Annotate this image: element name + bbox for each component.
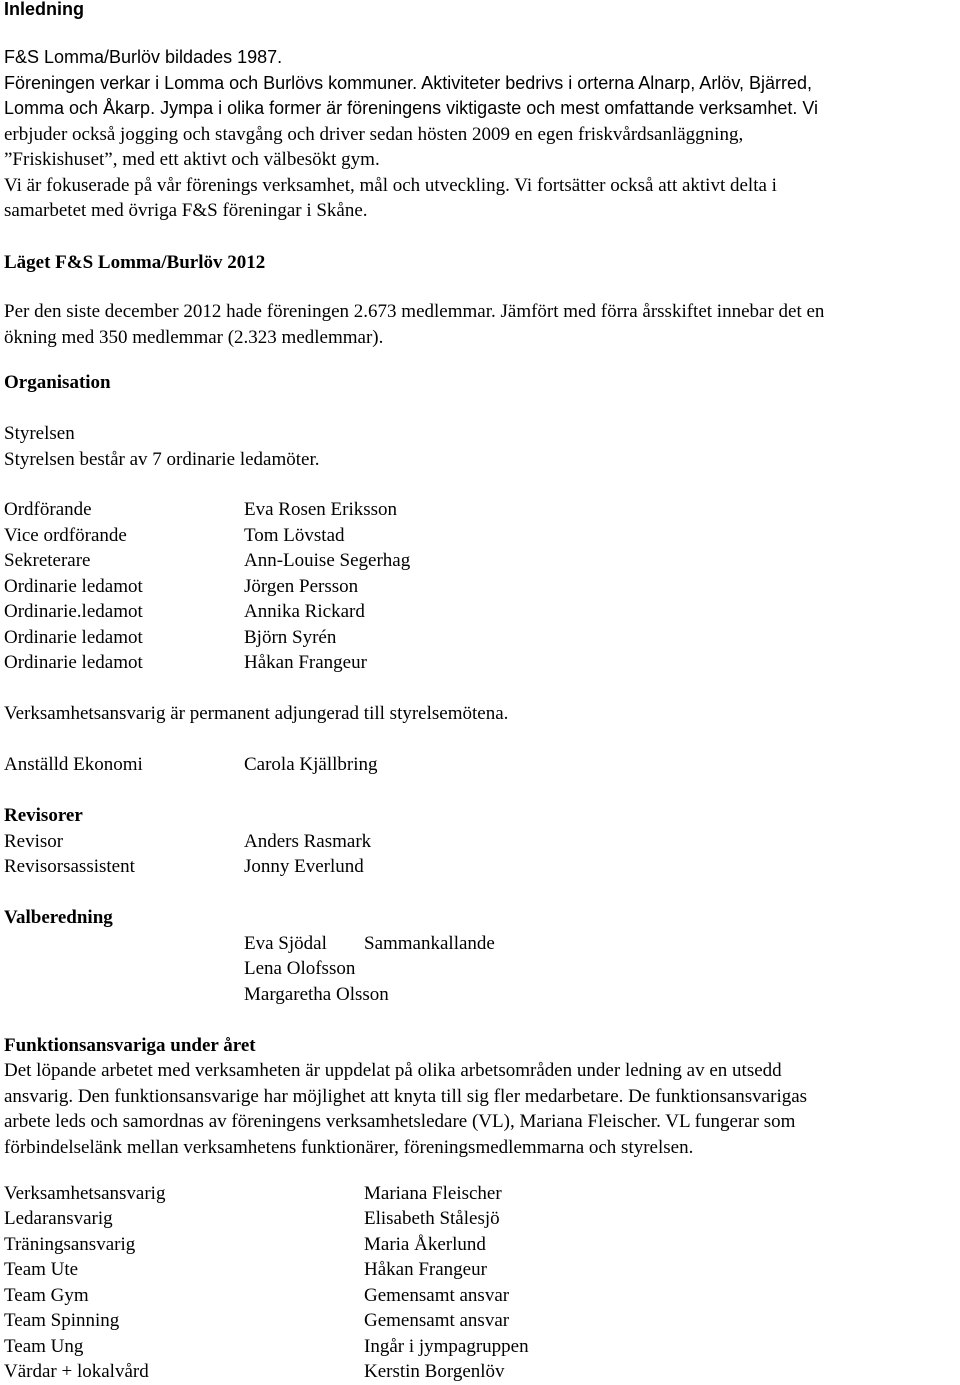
section-heading-status: Läget F&S Lomma/Burlöv 2012 — [4, 252, 266, 273]
board-role: Ordinarie ledamot — [4, 627, 143, 648]
board-role: Ordinarie ledamot — [4, 576, 143, 597]
board-role: Ordinarie.ledamot — [4, 601, 143, 622]
valberedning-heading: Valberedning — [4, 907, 113, 928]
revisorsassistent-name: Jonny Everlund — [244, 856, 364, 877]
function-role: Ledaransvarig — [4, 1208, 113, 1229]
valberedning-convener-note: Sammankallande — [364, 933, 495, 954]
intro-line: erbjuder också jogging och stavgång och driver sedan hösten 2009 en egen friskvårdsanläggning, — [4, 124, 744, 145]
function-person: Mariana Fleischer — [364, 1183, 502, 1204]
revisor-name: Anders Rasmark — [244, 831, 372, 852]
intro-line: F&S Lomma/Burlöv bildades 1987. — [4, 47, 283, 67]
function-role: Team Spinning — [4, 1310, 120, 1331]
revisorsassistent-role: Revisorsassistent — [4, 856, 135, 877]
board-member: Jörgen Persson — [244, 576, 359, 597]
valberedning-member: Margaretha Olsson — [244, 984, 389, 1005]
employee-role: Anställd Ekonomi — [4, 754, 143, 775]
function-role: Team Ute — [4, 1259, 79, 1280]
valberedning-member: Eva Sjödal — [244, 933, 327, 954]
function-role: Team Ung — [4, 1336, 84, 1357]
intro-line: ”Friskishuset”, med ett aktivt och välbesökt gym. — [4, 149, 380, 170]
functions-paragraph-line: arbete leds och samordnas av föreningens verksamhetsledare (VL), Mariana Fleischer. VL fungerar som — [4, 1111, 796, 1132]
board-member: Annika Rickard — [244, 601, 365, 622]
board-role: Vice ordförande — [4, 525, 127, 546]
board-role: Ordinarie ledamot — [4, 652, 143, 673]
adjunct-note: Verksamhetsansvarig är permanent adjungerad till styrelsemötena. — [4, 703, 509, 724]
revisor-role: Revisor — [4, 831, 64, 852]
functions-paragraph-line: Det löpande arbetet med verksamheten är uppdelat på olika arbetsområden under ledning av en utsedd — [4, 1060, 782, 1081]
board-member: Björn Syrén — [244, 627, 337, 648]
function-person: Maria Åkerlund — [364, 1234, 486, 1255]
board-role: Ordförande — [4, 499, 92, 520]
section-heading-functions: Funktionsansvariga under året — [4, 1035, 256, 1056]
function-role: Träningsansvarig — [4, 1234, 136, 1255]
status-line: Per den siste december 2012 hade föreningen 2.673 medlemmar. Jämfört med förra årsskiftet innebar det en — [4, 301, 825, 322]
section-heading-inledning: Inledning — [4, 0, 84, 19]
intro-line: Lomma och Åkarp. Jympa i olika former är föreningens viktigaste och mest omfattande verksamhet. Vi — [4, 98, 819, 118]
styrelsen-description: Styrelsen består av 7 ordinarie ledamöter. — [4, 449, 320, 470]
intro-line: samarbetet med övriga F&S föreningar i Skåne. — [4, 200, 368, 221]
functions-paragraph-line: förbindelselänk mellan verksamhetens funktionärer, föreningsmedlemmarna och styrelsen. — [4, 1137, 694, 1158]
board-member: Ann-Louise Segerhag — [244, 550, 411, 571]
function-person: Gemensamt ansvar — [364, 1310, 510, 1331]
board-member: Håkan Frangeur — [244, 652, 367, 673]
function-person: Ingår i jympagruppen — [364, 1336, 529, 1357]
function-person: Elisabeth Stålesjö — [364, 1208, 500, 1229]
revisorer-heading: Revisorer — [4, 805, 83, 826]
function-person: Håkan Frangeur — [364, 1259, 487, 1280]
valberedning-member: Lena Olofsson — [244, 958, 356, 979]
styrelsen-title: Styrelsen — [4, 423, 75, 444]
functions-paragraph-line: ansvarig. Den funktionsansvarige har möjlighet att knyta till sig fler medarbetare. De funktionsansvarigas — [4, 1086, 808, 1107]
function-role: Verksamhetsansvarig — [4, 1183, 166, 1204]
board-member: Tom Lövstad — [244, 525, 345, 546]
function-person: Kerstin Borgenlöv — [364, 1361, 505, 1382]
intro-line: Föreningen verkar i Lomma och Burlövs kommuner. Aktiviteter bedrivs i orterna Alnarp, Arlöv, Bjärred, — [4, 73, 813, 93]
function-role: Team Gym — [4, 1285, 89, 1306]
intro-line: Vi är fokuserade på vår förenings verksamhet, mål och utveckling. Vi fortsätter också att aktivt delta i — [4, 175, 777, 196]
section-heading-organisation: Organisation — [4, 372, 111, 393]
function-person: Gemensamt ansvar — [364, 1285, 510, 1306]
status-line: ökning med 350 medlemmar (2.323 medlemmar). — [4, 327, 384, 348]
board-member: Eva Rosen Eriksson — [244, 499, 398, 520]
employee-name: Carola Kjällbring — [244, 754, 378, 775]
function-role: Värdar + lokalvård — [4, 1361, 149, 1382]
board-role: Sekreterare — [4, 550, 91, 571]
